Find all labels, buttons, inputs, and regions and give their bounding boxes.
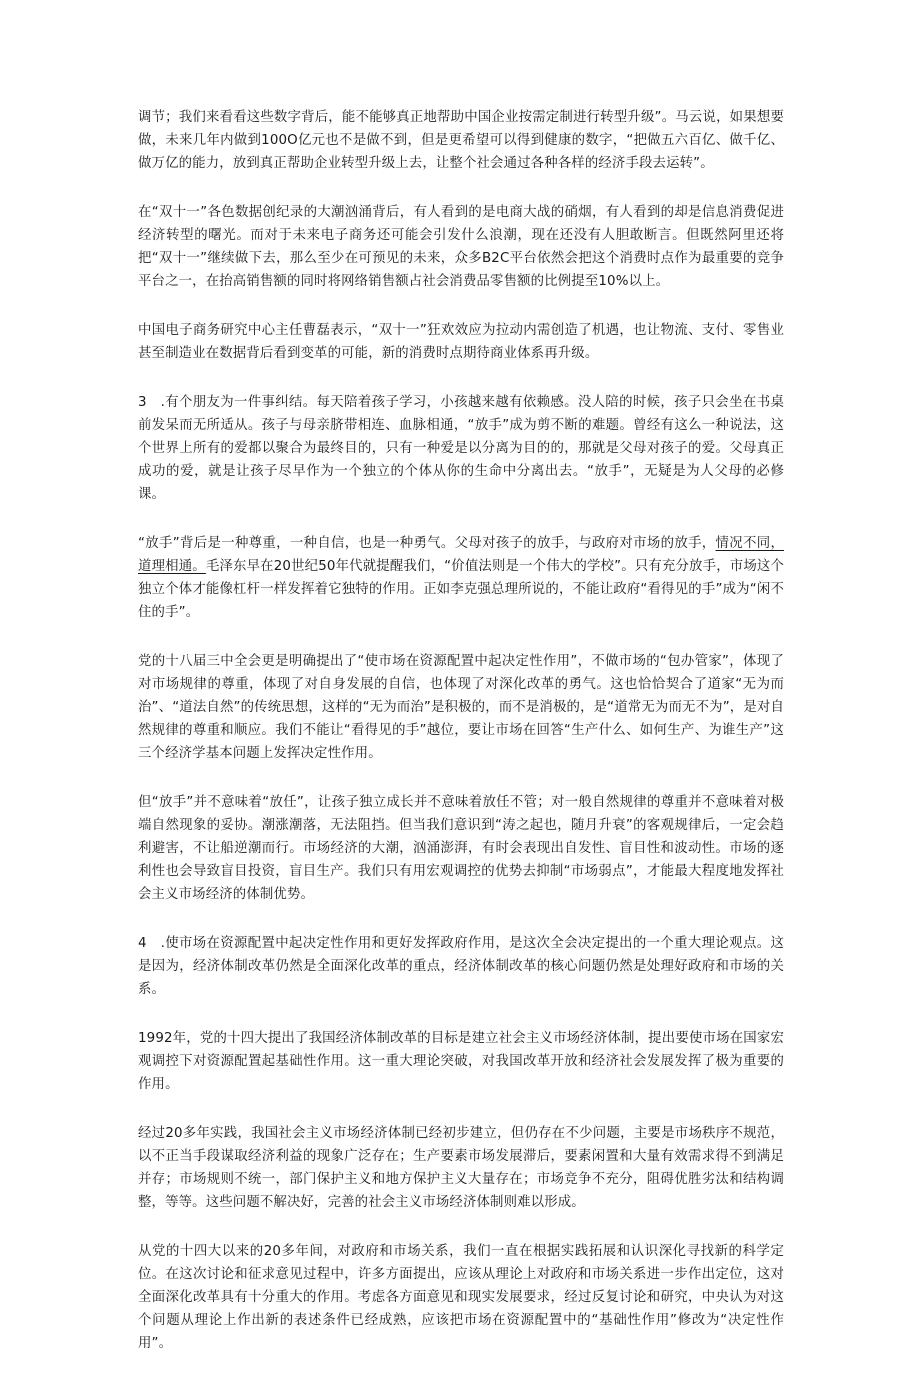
paragraph-5-rest: 毛泽东早在20世纪50年代就提醒我们，“价值法则是一个伟大的学校”。只有充分放手，市场这个独立个体才能像杠杆一样发挥着它独特的作用。正如李克强总理所说的，不能让政府“看得见的手”成为“闲不住的手”。 [138,559,785,620]
paragraph-10: 经过20多年实践，我国社会主义市场经济体制已经初步建立，但仍存在不少问题，主要是市场秩序不规范，以不正当手段谋取经济利益的现象广泛存在；生产要素市场发展滞后，要素闲置和大量有效需求得不到满足并存；市场规则不统一，部门保护主义和地方保护主义大量存在；市场竞争不充分，阻碍优胜劣汰和结构调整，等等。这些问题不解决好，完善的社会主义市场经济体制则难以形成。 [138,1126,784,1210]
paragraph-11: 从党的十四大以来的20多年间，对政府和市场关系，我们一直在根据实践拓展和认识深化寻找新的科学定位。在这次讨论和征求意见过程中，许多方面提出，应该从理论上对政府和市场关系进一步作出定位，这对全面深化改革具有十分重大的作用。考虑各方面意见和现实发展要求，经过反复讨论和研究，中央认为对这个问题从理论上作出新的表述条件已经成熟，应该把市场在资源配置中的“基础性作用”修改为“决定性作用”。 [138,1244,784,1351]
document-body [138,106,784,1381]
paragraph-7: 但“放手”并不意味着“放任”，让孩子独立成长并不意味着放任不管；对一般自然规律的尊重并不意味着对极端自然现象的妥协。潮涨潮落，无法阻挡。但当我们意识到“涛之起也，随月升衰”的客观规律后，一定会趋利避害，不让船逆潮而行。市场经济的大潮，汹涌澎湃，有时会表现出自发性、盲目性和波动性。市场的逐利性也会导致盲目投资，盲目生产。我们只有用宏观调控的优势去抑制“市场弱点”，才能最大程度地发挥社会主义市场经济的体制优势。 [138,795,784,902]
paragraph-9: 1992年，党的十四大提出了我国经济体制改革的目标是建立社会主义市场经济体制，提出要使市场在国家宏观调控下对资源配置起基础性作用。这一重大理论突破，对我国改革开放和经济社会发展发挥了极为重要的作用。 [138,1031,784,1092]
paragraph-5-underlined-phrase: 情况不同，道理相通。 [138,536,784,574]
paragraph-2: 在“双十一”各色数据创纪录的大潮汹涌背后，有人看到的是电商大战的硝烟，有人看到的却是信息消费促进经济转型的曙光。而对于未来电子商务还可能会引发什么浪潮，现在还没有人胆敢断言。但既然阿里还将把“双十一”继续做下去，那么至少在可预见的未来，众多B2C平台依然会把这个消费时点作为最重要的竞争平台之一，在抬高销售额的同时将网络销售额占社会消费品零售额的比例提至10%以上。 [138,205,784,289]
paragraph-5 [138,532,784,624]
paragraph-3: 中国电子商务研究中心主任曹磊表示，“双十一”狂欢效应为拉动内需创造了机遇，也让物流、支付、零售业甚至制造业在数据背后看到变革的可能，新的消费时点期待商业体系再升级。 [138,323,784,361]
paragraph-8: 4 .使市场在资源配置中起决定性作用和更好发挥政府作用，是这次全会决定提出的一个重大理论观点。这是因为，经济体制改革仍然是全面深化改革的重点，经济体制改革的核心问题仍然是处理好政府和市场的关系。 [138,936,784,997]
paragraph-6: 党的十八届三中全会更是明确提出了“使市场在资源配置中起决定性作用”，不做市场的“包办管家”，体现了对市场规律的尊重，体现了对自身发展的自信，也体现了对深化改革的勇气。这也恰恰契合了道家“无为而治”、“道法自然”的传统思想，这样的“无为而治”是积极的，而不是消极的，是“道常无为而无不为”，是对自然规律的尊重和顺应。我们不能让“看得见的手”越位，要让市场在回答“生产什么、如何生产、为谁生产”这三个经济学基本问题上发挥决定性作用。 [138,654,784,761]
paragraph-4: 3 .有个朋友为一件事纠结。每天陪着孩子学习，小孩越来越有依赖感。没人陪的时候，孩子只会坐在书桌前发呆而无所适从。孩子与母亲脐带相连、血脉相通，“放手”成为剪不断的难题。曾经有这么一种说法，这个世界上所有的爱都以聚合为最终目的，只有一种爱是以分离为目的的，那就是父母对孩子的爱。父母真正成功的爱，就是让孩子尽早作为一个独立的个体从你的生命中分离出去。“放手”，无疑是为人父母的必修课。 [138,395,784,502]
paragraph-5-lead: “放手”背后是一种尊重，一种自信，也是一种勇气。父母对孩子的放手，与政府对市场的放手， [138,536,716,551]
paragraph-1: 调节；我们来看看这些数字背后，能不能够真正地帮助中国企业按需定制进行转型升级”。马云说，如果想要做，未来几年内做到100O亿元也不是做不到，但是更希望可以得到健康的数字，“把做五六百亿、做千亿、做万亿的能力，放到真正帮助企业转型升级上去，让整个社会通过各种各样的经济手段去运转”。 [138,110,784,171]
